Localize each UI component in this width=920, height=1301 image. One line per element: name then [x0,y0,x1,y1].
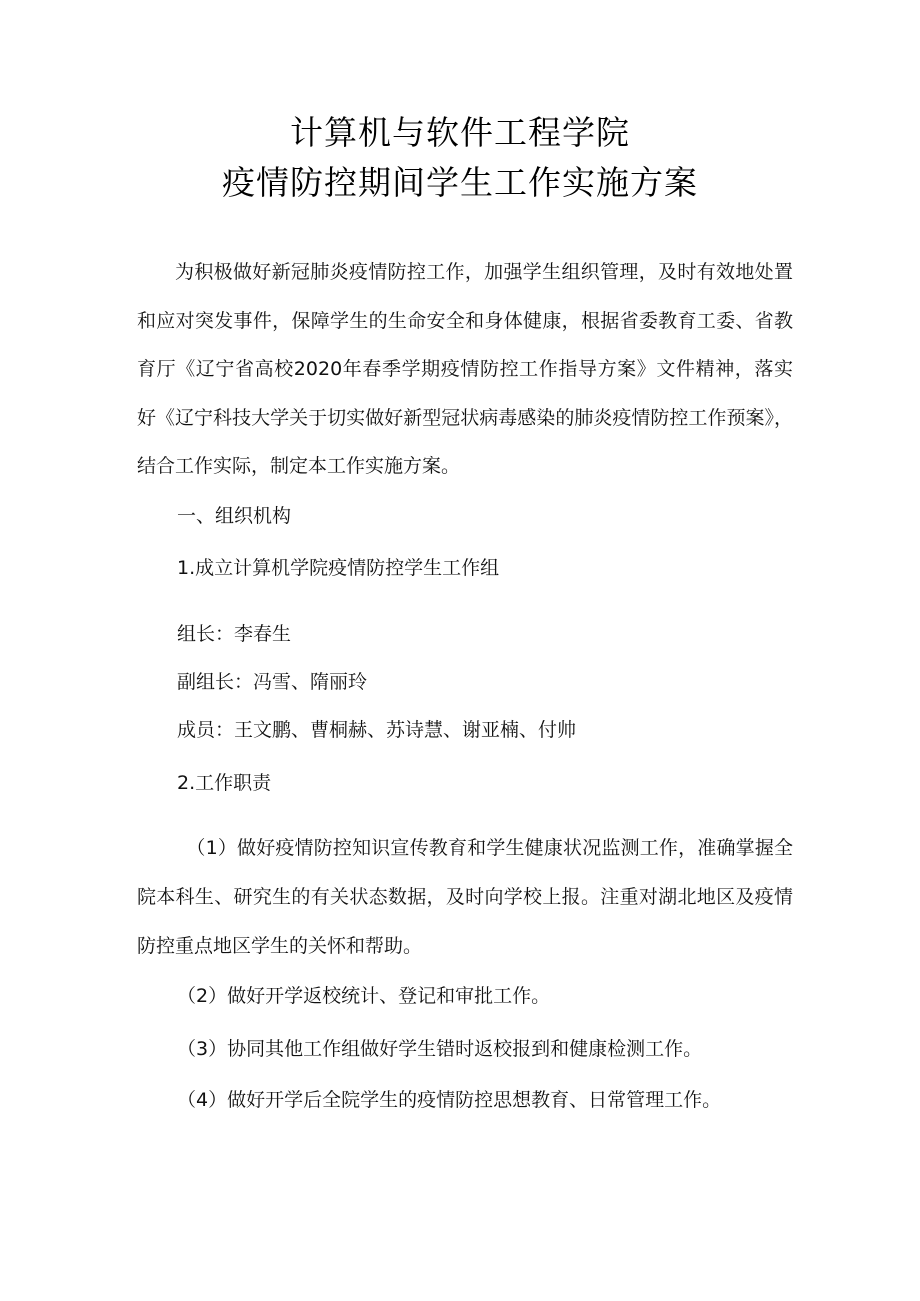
duty-item-2: （2）做好开学返校统计、登记和审批工作。 [177,985,551,1007]
leader-line: 组长：李春生 [177,623,292,645]
subsection2-heading: 2.工作职责 [177,772,272,794]
deputy-leader-line: 副组长：冯雪、隋丽玲 [177,671,368,693]
duty-item-4: （4）做好开学后全院学生的疫情防控思想教育、日常管理工作。 [177,1089,722,1111]
members-line: 成员：王文鹏、曹桐赫、苏诗慧、谢亚楠、付帅 [177,719,577,741]
duty-item-3: （3）协同其他工作组做好学生错时返校报到和健康检测工作。 [177,1038,703,1060]
document-title-line1: 计算机与软件工程学院 [290,113,630,152]
section1-heading: 一、组织机构 [177,505,292,527]
intro-paragraph: 为积极做好新冠肺炎疫情防控工作，加强学生组织管理，及时有效地处置和应对突发事件，保障学生的生命安全和身体健康，根据省委教育工委、省教育厅《辽宁省高校2020年春季学期疫情防控工作指导方案》文件精神，落实好《辽宁科技大学关于切实做好新型冠状病毒感染的肺炎疫情防控工作预案》，结合工作实际，制定本工作实施方案。 [137,261,793,477]
duty-item-1: （1）做好疫情防控知识宣传教育和学生健康状况监测工作，准确掌握全院本科生、研究生的有关状态数据，及时向学校上报。注重对湖北地区及疫情防控重点地区学生的关怀和帮助。 [137,837,793,957]
document-title-line2: 疫情防控期间学生工作实施方案 [222,163,698,202]
subsection1-heading: 1.成立计算机学院疫情防控学生工作组 [177,557,500,579]
